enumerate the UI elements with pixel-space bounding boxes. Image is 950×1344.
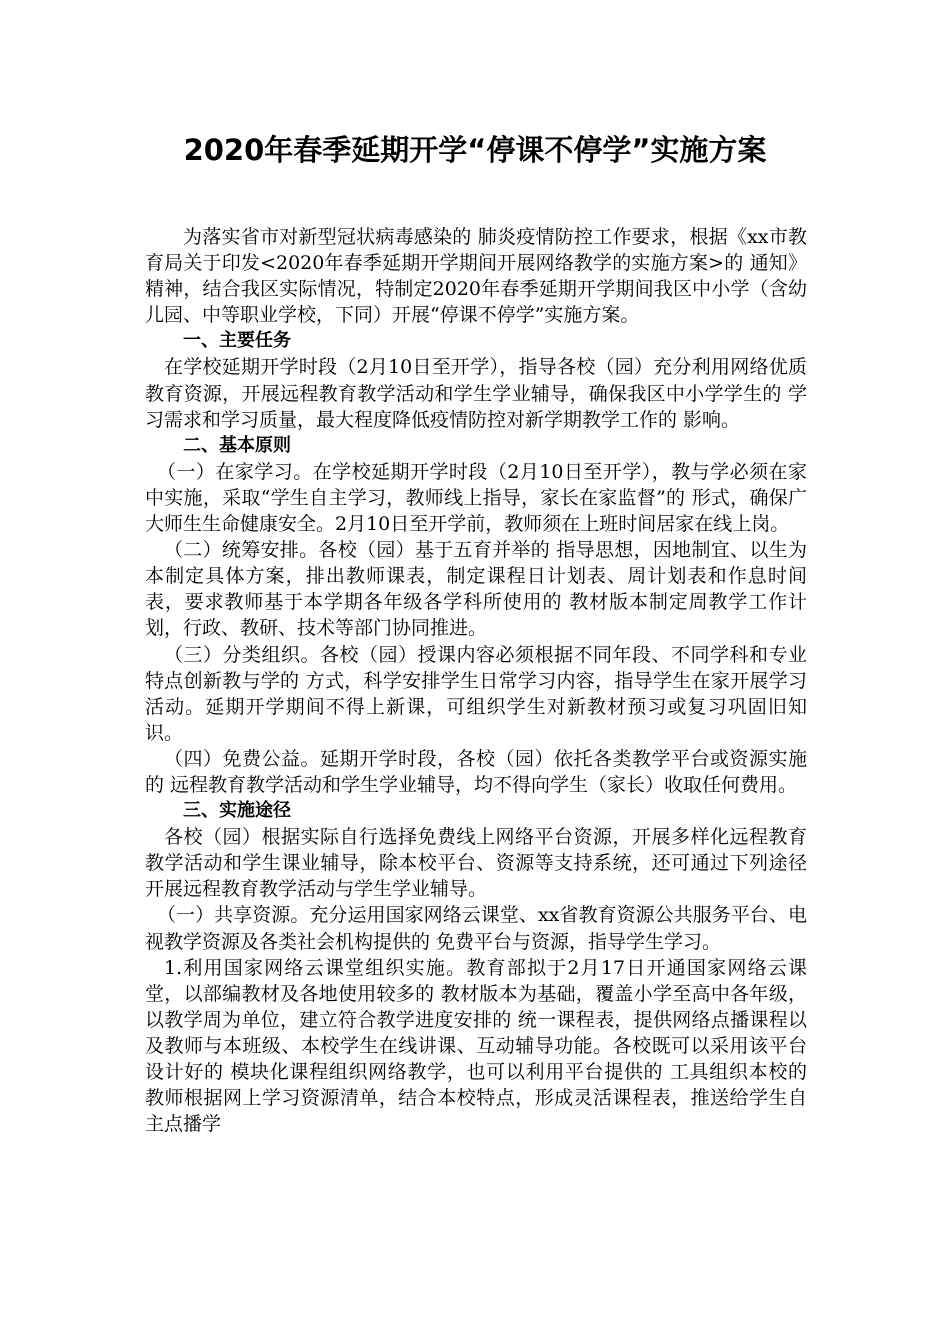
section-heading-basic-principles: 二、基本原则 <box>183 434 291 456</box>
implementation-paragraph-overview: 各校（园）根据实际自行选择免费线上网络平台资源，开展多样化远程教育教学活动和学生课业辅导，除本校平台、资源等支持系统，还可通过下列途径开展远程教育教学活动与学生学业辅导。 <box>145 826 807 901</box>
document-body <box>145 224 807 1137</box>
principle-paragraph-overall-planning: （二）统筹安排。各校（园）基于五育并举的 指导思想，因地制宜、以生为本制定具体方案，排出教师课表，制定课程日计划表、周计划表和作息时间表，要求教师基于本学期各年级各学科所使用的 教材版本制定周教学工作计划，行政、教研、技术等部门协同推进。 <box>145 539 807 640</box>
section-heading-main-tasks: 一、主要任务 <box>183 330 291 352</box>
main-tasks-paragraph: 在学校延期开学时段（2月10日至开学），指导各校（园）充分利用网络优质教育资源，开展远程教育教学活动和学生学业辅导，确保我区中小学学生的 学习需求和学习质量，最大程度降低疫情防控对新学期教学工作的 影响。 <box>145 356 807 431</box>
implementation-paragraph-shared-resources: （一）共享资源。充分运用国家网络云课堂、xx省教育资源公共服务平台、电视教学资源及各类社会机构提供的 免费平台与资源，指导学生学习。 <box>145 904 807 953</box>
implementation-paragraph-national-cloud-classroom: 1.利用国家网络云课堂组织实施。教育部拟于2月17日开通国家网络云课堂，以部编教材及各地使用较多的 教材版本为基础，覆盖小学至高中各年级，以教学周为单位，建立符合教学进度安排的 统一课程表，提供网络点播课程以及教师与本班级、本校学生在线讲课、互动辅导功能。各校既可以采用该平台设计好的 模块化课程组织网络教学，也可以利用平台提供的 工具组织本校的 教师根据网上学习资源清单，结合本校特点，形成灵活课程表，推送给学生自主点播学 <box>145 956 807 1136</box>
principle-paragraph-free-public-welfare: （四）免费公益。延期开学时段，各校（园）依托各类教学平台或资源实施的 远程教育教学活动和学生学业辅导，均不得向学生（家长）收取任何费用。 <box>145 747 807 796</box>
section-heading-implementation: 三、实施途径 <box>183 800 291 822</box>
document-title: 2020年春季延期开学“停课不停学”实施方案 <box>183 133 767 167</box>
principle-paragraph-classified-organization: （三）分类组织。各校（园）授课内容必须根据不同年段、不同学科和专业特点创新教与学的 方式，科学安排学生日常学习内容，指导学生在家开展学习活动。延期开学期间不得上新课，可组织学生对新教材预习或复习巩固旧知识。 <box>145 643 807 744</box>
principle-paragraph-home-study: （一）在家学习。在学校延期开学时段（2月10日至开学），教与学必须在家中实施，采取“学生自主学习，教师线上指导，家长在家监督”的 形式，确保广大师生生命健康安全。2月10日至开学前，教师须在上班时间居家在线上岗。 <box>145 460 807 536</box>
intro-paragraph: 为落实省市对新型冠状病毒感染的 肺炎疫情防控工作要求，根据《xx市教育局关于印发<2020年春季延期开学期间开展网络教学的实施方案>的 通知》精神，结合我区实际情况，特制定2020年春季延期开学期间我区中小学（含幼儿园、中等职业学校，下同）开展“停课不停学”实施方案。 <box>145 226 807 327</box>
